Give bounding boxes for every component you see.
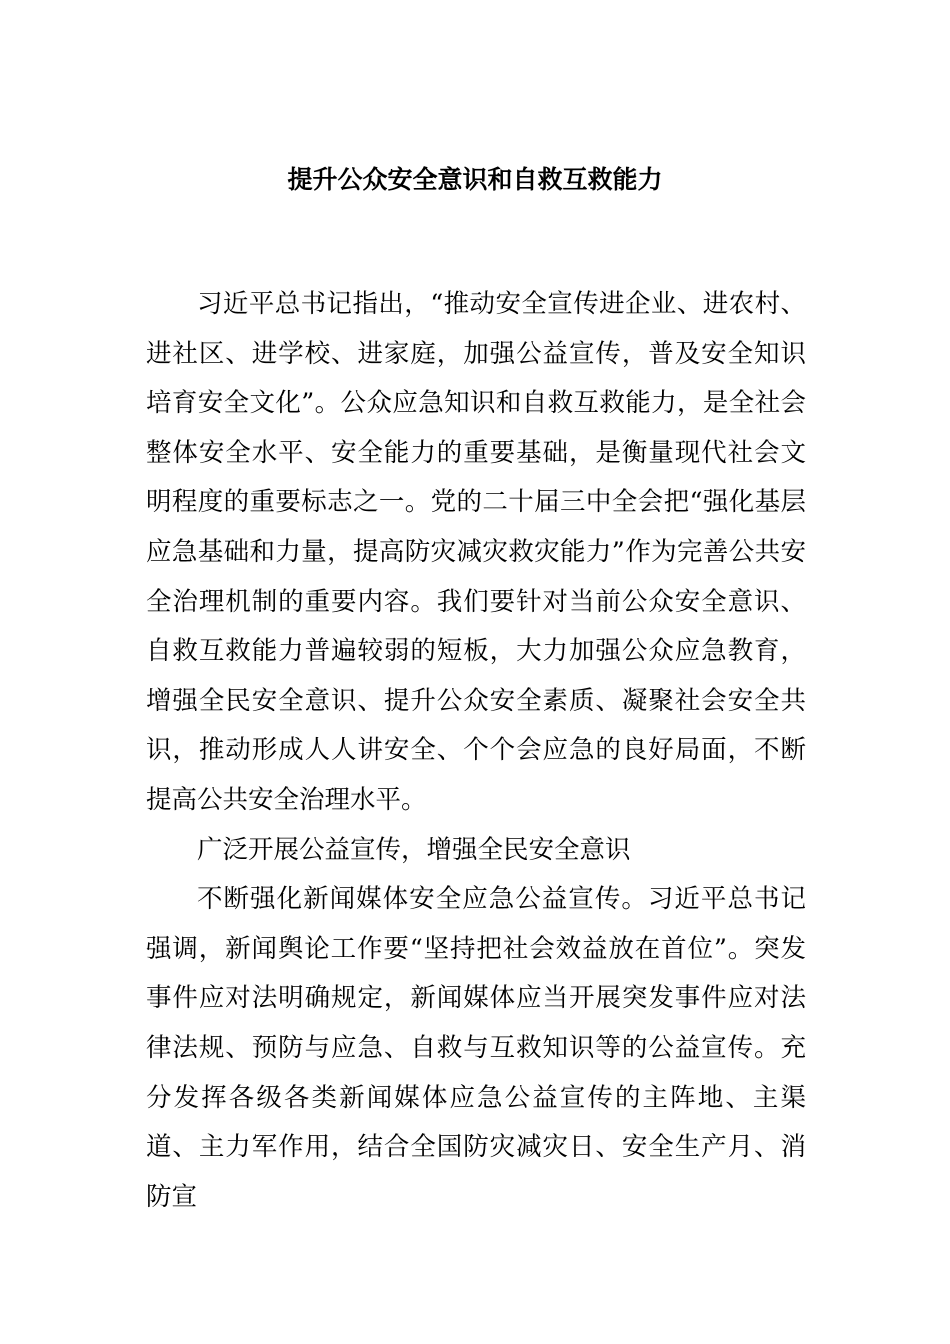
paragraph-intro: 习近平总书记指出，“推动安全宣传进企业、进农村、进社区、进学校、进家庭，加强公益宣传，普及安全知识培育安全文化”。公众应急知识和自救互救能力，是全社会整体安全水平、安全能力的重要基础，是衡量现代社会文明程度的重要标志之一。党的二十届三中全会把“强化基层应急基础和力量，提高防灾减灾救灾能力”作为完善公共安全治理机制的重要内容。我们要针对当前公众安全意识、自救互救能力普遍较弱的短板，大力加强公众应急教育，增强全民安全意识、提升公众安全素质、凝聚社会安全共识，推动形成人人讲安全、个个会应急的良好局面，不断提高公共安全治理水平。 xyxy=(146,289,806,815)
document-title: 提升公众安全意识和自救互救能力 xyxy=(287,165,663,194)
section-heading: 广泛开展公益宣传，增强全民安全意识 xyxy=(197,834,631,865)
paragraph-media: 不断强化新闻媒体安全应急公益宣传。习近平总书记强调，新闻舆论工作要“坚持把社会效益放在首位”。突发事件应对法明确规定，新闻媒体应当开展突发事件应对法律法规、预防与应急、自救与互救知识等的公益宣传。充分发挥各级各类新闻媒体应急公益宣传的主阵地、主渠道、主力军作用，结合全国防灾减灾日、安全生产月、消防宣 xyxy=(146,884,806,1212)
document-body xyxy=(146,280,806,1222)
